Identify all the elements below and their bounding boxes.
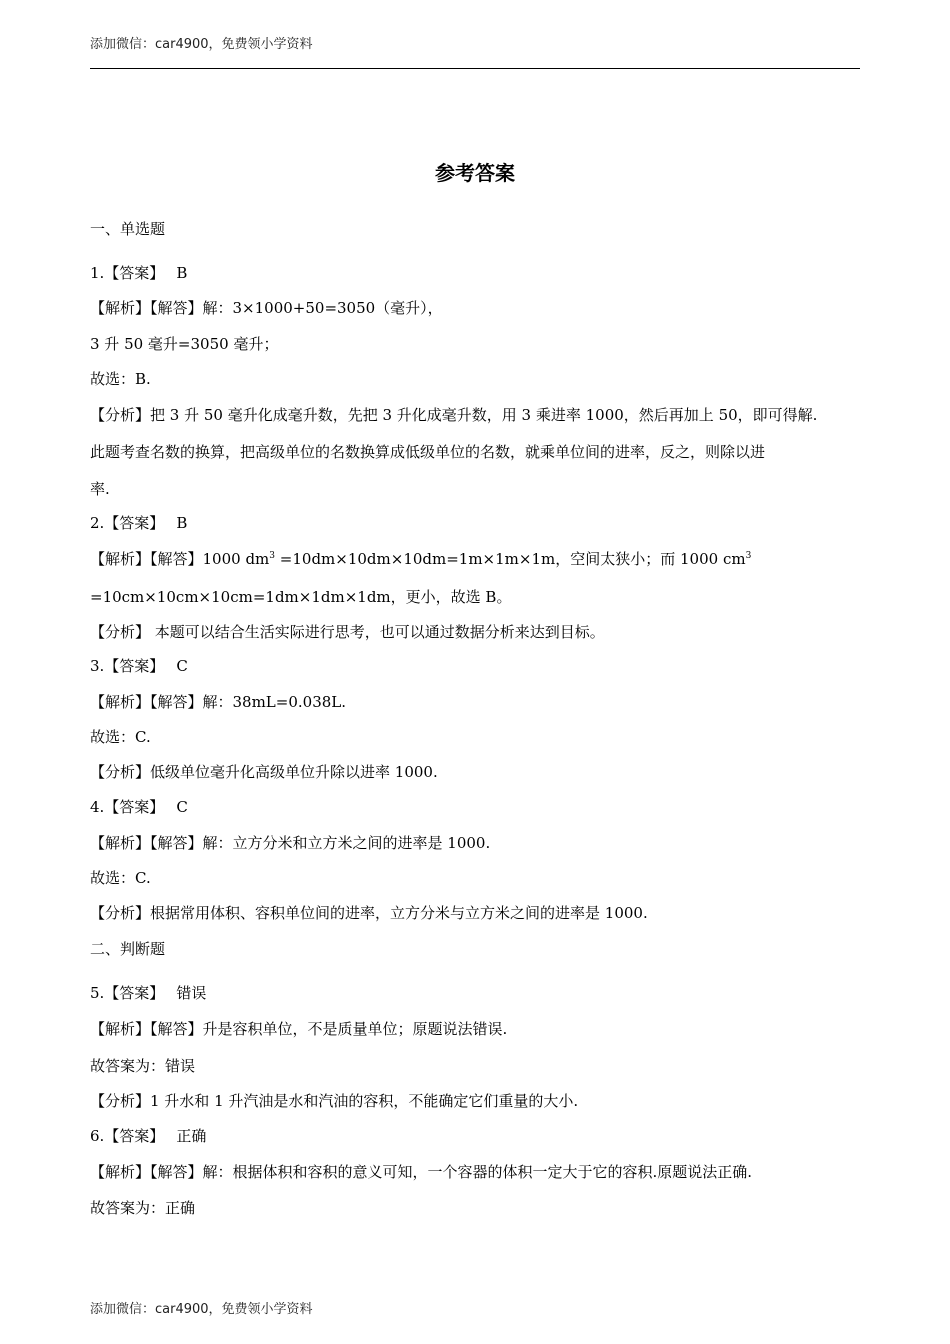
- q2-answer-value: B: [176, 514, 188, 532]
- q2-superscript-1: 3: [269, 551, 276, 561]
- q6-answer-prefix: 6.【答案】: [90, 1127, 165, 1145]
- q3-answer-value: C: [176, 657, 188, 675]
- q5-explanation: 【解析】【解答】升是容积单位，不是质量单位；原题说法错误.: [90, 1020, 508, 1038]
- header-divider: [90, 68, 860, 69]
- q3-selection: 故选：C.: [90, 728, 151, 746]
- q1-answer-line: [90, 263, 865, 283]
- q5-analysis: 【分析】1 升水和 1 升汽油是水和汽油的容积，不能确定它们重量的大小.: [90, 1092, 579, 1110]
- q5-answer-prefix: 5.【答案】: [90, 984, 165, 1002]
- q6-answer-value: 正确: [176, 1127, 207, 1145]
- q3-answer-prefix: 3.【答案】: [90, 657, 165, 675]
- q1-answer-prefix: 1.【答案】: [90, 264, 165, 282]
- page-header: 添加微信：car4900，免费领小学资料: [90, 37, 313, 52]
- q1-analysis-line2: 此题考查名数的换算，把高级单位的名数换算成低级单位的名数，就乘单位间的进率，反之，则除以进: [90, 443, 766, 461]
- q6-explanation: 【解析】【解答】解：根据体积和容积的意义可知，一个容器的体积一定大于它的容积.原题说法正确.: [90, 1163, 753, 1181]
- q3-analysis: 【分析】低级单位毫升化高级单位升除以进率 1000.: [90, 763, 438, 781]
- q4-explanation: 【解析】【解答】解：立方分米和立方米之间的进率是 1000.: [90, 834, 491, 852]
- q4-selection: 故选：C.: [90, 869, 151, 887]
- q2-superscript-2: 3: [745, 551, 752, 561]
- q4-analysis: 【分析】根据常用体积、容积单位间的进率，立方分米与立方米之间的进率是 1000.: [90, 904, 648, 922]
- q1-selection: 故选：B.: [90, 370, 151, 388]
- q2-explanation: [90, 549, 865, 569]
- q5-answer-value: 错误: [176, 984, 207, 1002]
- q2-explanation-part1: 【解析】【解答】1000 dm: [90, 550, 270, 568]
- q1-analysis-line1: 【分析】把 3 升 50 毫升化成毫升数，先把 3 升化成毫升数，用 3 乘进率 1000，然后再加上 50，即可得解.: [90, 406, 818, 424]
- q3-explanation: 【解析】【解答】解：38mL=0.038L.: [90, 693, 347, 711]
- page-title: 参考答案: [435, 161, 515, 185]
- q1-analysis-line3: 率.: [90, 480, 110, 498]
- section-heading-judgement: 二、判断题: [90, 940, 166, 958]
- q2-answer-line: [90, 513, 865, 533]
- q3-answer-line: [90, 656, 865, 676]
- q2-analysis: 【分析】 本题可以结合生活实际进行思考，也可以通过数据分析来达到目标。: [90, 623, 605, 641]
- q1-explanation: 【解析】【解答】解：3×1000+50=3050（毫升），: [90, 299, 443, 317]
- q4-answer-line: [90, 797, 865, 817]
- q1-answer-value: B: [176, 264, 188, 282]
- page-footer: 添加微信：car4900，免费领小学资料: [90, 1302, 313, 1317]
- q5-answer-line: [90, 983, 865, 1003]
- q2-answer-prefix: 2.【答案】: [90, 514, 165, 532]
- q2-explanation-line2: =10cm×10cm×10cm=1dm×1dm×1dm，更小，故选 B。: [90, 588, 512, 606]
- q1-explanation-line2: 3 升 50 毫升=3050 毫升；: [90, 335, 279, 353]
- q2-explanation-part2: =10dm×10dm×10dm=1m×1m×1m，空间太狭小；而 1000 cm: [275, 550, 746, 568]
- section-heading-single-choice: 一、单选题: [90, 220, 166, 238]
- q4-answer-prefix: 4.【答案】: [90, 798, 165, 816]
- q6-result: 故答案为：正确: [90, 1199, 196, 1217]
- q4-answer-value: C: [176, 798, 188, 816]
- q5-result: 故答案为：错误: [90, 1057, 196, 1075]
- q6-answer-line: [90, 1126, 865, 1146]
